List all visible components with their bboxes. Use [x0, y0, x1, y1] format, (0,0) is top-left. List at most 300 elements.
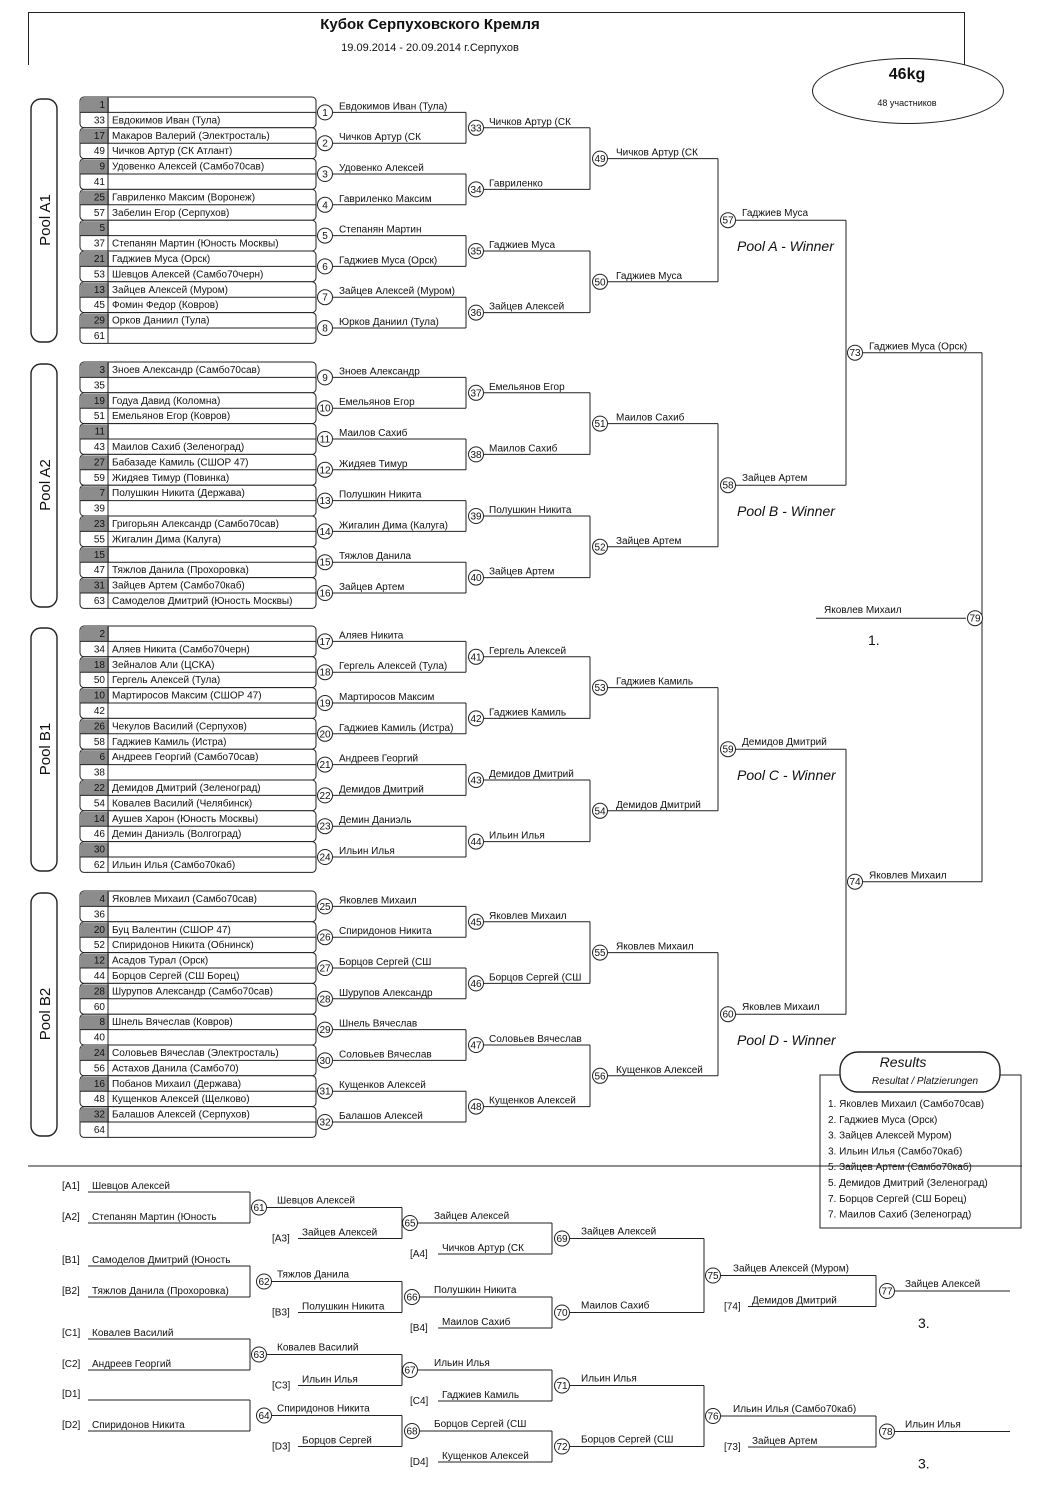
match-number: 66: [406, 1292, 418, 1304]
match-number: 70: [556, 1308, 568, 1319]
round2-winner: Гавриленко: [489, 178, 543, 190]
match-number: 68: [406, 1426, 418, 1438]
seed-number: 1: [99, 100, 105, 111]
match-number: 6: [322, 261, 328, 273]
match-number: 48: [470, 1102, 482, 1114]
competitor-name: Демидов Дмитрий (Зеленоград): [112, 783, 261, 794]
match-number: 4: [322, 200, 328, 212]
match-number: 62: [258, 1277, 270, 1288]
seed-number: 41: [93, 177, 105, 188]
seed-number: 10: [93, 690, 105, 702]
pool-winner-name: Демидов Дмитрий: [742, 737, 827, 749]
round3-winner: Гаджиев Камиль: [616, 676, 694, 688]
repechage-semifinal: Зайцев Алексей (Муром): [733, 1263, 849, 1275]
pool-winner-label: Pool D - Winner: [737, 1032, 836, 1049]
match-number: 44: [470, 837, 482, 849]
seed-number: 63: [93, 596, 105, 607]
repechage-entry: Ильин Илья: [302, 1374, 358, 1386]
match-number: 64: [258, 1411, 270, 1422]
match-number: 10: [319, 403, 331, 415]
match-number: 46: [470, 978, 482, 990]
round1-winner: Спиридонов Никита: [339, 926, 432, 938]
seed-number: 32: [93, 1109, 105, 1121]
pool-winner-name: Яковлев Михаил: [742, 1002, 820, 1014]
repechage-tag: [74]: [724, 1301, 741, 1313]
competitor-name: Аушев Харон (Юность Москвы): [112, 813, 259, 825]
match-number: 12: [319, 465, 331, 477]
match-number: 78: [881, 1427, 893, 1438]
match-number: 1: [322, 107, 328, 119]
match-number: 69: [556, 1234, 568, 1245]
round1-winner: Соловьев Вячеслав: [339, 1049, 432, 1061]
repechage-winner: Полушкин Никита: [434, 1285, 517, 1296]
round2-winner: Гаджиев Камиль: [489, 707, 567, 719]
match-number: 26: [319, 932, 331, 944]
competitor-name: Гергель Алексей (Тула): [112, 675, 221, 687]
match-number: 58: [722, 480, 734, 492]
round1-winner: Степанян Мартин: [339, 224, 422, 236]
seed-number: 62: [93, 860, 105, 871]
round1-winner: Гаджиев Камиль (Истра): [339, 722, 454, 734]
match-number: 57: [722, 215, 734, 227]
round2-winner: Маилов Сахиб: [489, 443, 558, 455]
pool-winner-label: Pool A - Winner: [737, 238, 834, 255]
competitor-name: Соловьев Вячеслав (Электросталь): [112, 1048, 279, 1059]
round2-winner: Ильин Илья: [489, 830, 545, 842]
round1-winner: Шнель Вячеслав: [339, 1018, 418, 1030]
competitor-name: Зайцев Алексей (Муром): [112, 284, 228, 296]
competitor-name: Шевцов Алексей (Самбо70черн): [112, 269, 264, 281]
pool-winner-name: Зайцев Артем: [742, 473, 808, 485]
round2-winner: Гергель Алексей: [489, 645, 567, 657]
competitor-name: Буц Валентин (СШОР 47): [112, 924, 231, 936]
round3-winner: Демидов Дмитрий: [616, 799, 701, 811]
competitor-name: Тяжлов Данила (Прохоровка): [112, 565, 249, 577]
seed-number: 30: [93, 844, 105, 856]
repechage-tag: [B2]: [62, 1286, 80, 1297]
seed-number: 64: [93, 1125, 105, 1136]
repechage-entry: Ковалев Василий: [92, 1328, 174, 1339]
round2-winner: Зайцев Артем: [489, 566, 555, 578]
repechage-winner: Спиридонов Никита: [277, 1403, 370, 1415]
result-item: 3. Ильин Илья (Самбо70каб): [828, 1146, 963, 1158]
match-number: 59: [722, 744, 734, 756]
competitor-name: Евдокимов Иван (Тула): [112, 115, 221, 127]
repechage-tag: [A3]: [272, 1233, 290, 1245]
match-number: 54: [594, 806, 606, 818]
repechage-entry: Спиридонов Никита: [92, 1420, 185, 1431]
competitor-name: Андреев Георгий (Самбо70сав): [112, 752, 259, 764]
match-number: 42: [470, 713, 482, 725]
competitor-name: Гавриленко Максим (Воронеж): [112, 192, 256, 204]
seed-number: 59: [93, 472, 105, 484]
round1-winner: Юрков Даниил (Тула): [339, 317, 439, 328]
seed-number: 25: [93, 192, 105, 204]
bronze-winner: Ильин Илья: [905, 1419, 961, 1431]
competitor-name: Борцов Сергей (СШ Борец): [112, 971, 240, 982]
match-number: 65: [404, 1218, 416, 1230]
seed-number: 4: [99, 894, 105, 905]
competitor-name: Жидяев Тимур (Повинка): [112, 472, 230, 484]
match-number: 19: [319, 698, 331, 710]
match-number: 56: [594, 1071, 606, 1083]
match-number: 21: [319, 760, 331, 772]
competitor-name: Макаров Валерий (Электросталь): [112, 130, 270, 142]
match-number: 24: [319, 852, 331, 864]
champion-name: Яковлев Михаил: [824, 605, 902, 617]
match-number: 2: [322, 138, 328, 150]
round1-winner: Яковлев Михаил: [339, 895, 417, 907]
match-number: 29: [319, 1025, 331, 1037]
result-item: 5. Зайцев Артем (Самбо70каб): [828, 1162, 972, 1174]
pool-label: Pool A2: [37, 459, 54, 511]
result-item: 2. Гаджиев Муса (Орск): [828, 1114, 938, 1126]
round1-winner: Емельянов Егор: [339, 397, 415, 409]
third-place-label: 3.: [918, 1315, 930, 1331]
competitor-name: Мартиросов Максим (СШОР 47): [112, 690, 262, 702]
competitor-name: Степанян Мартин (Юность Москвы): [112, 238, 279, 250]
seed-number: 42: [93, 706, 105, 717]
repechage-semifinal: Ильин Илья (Самбо70каб): [733, 1404, 857, 1415]
repechage-tag: [A2]: [62, 1212, 80, 1223]
pool-label: Pool A1: [37, 194, 54, 246]
round1-winner: Ильин Илья: [339, 846, 395, 857]
match-number: 35: [470, 246, 482, 258]
competitor-name: Полушкин Никита (Держава): [112, 488, 245, 500]
seed-number: 33: [93, 115, 105, 127]
round1-winner: Зайцев Артем: [339, 582, 405, 593]
result-item: 7. Борцов Сергей (СШ Борец): [828, 1193, 967, 1205]
result-item: 5. Демидов Дмитрий (Зеленоград): [828, 1178, 988, 1189]
seed-number: 11: [94, 426, 105, 438]
match-number: 40: [470, 573, 482, 585]
competitor-name: Ильин Илья (Самбо70каб): [112, 860, 236, 871]
seed-number: 45: [93, 300, 105, 312]
repechage-tag: [C2]: [62, 1359, 81, 1370]
competitor-name: Асадов Турал (Орск): [112, 955, 209, 967]
repechage-tag: [D4]: [410, 1457, 429, 1468]
round1-winner: Кущенков Алексей: [339, 1080, 426, 1092]
competitor-name: Кущенков Алексей (Щелково): [112, 1094, 250, 1106]
round3-winner: Гаджиев Муса: [616, 270, 683, 282]
page-title: Кубок Серпуховского Кремля: [320, 16, 540, 33]
seed-number: 56: [93, 1063, 105, 1075]
match-number: 23: [319, 821, 331, 833]
seed-number: 9: [99, 161, 105, 173]
round2-winner: Чичков Артур (СК: [489, 116, 571, 128]
match-number: 47: [470, 1040, 482, 1052]
pool-winner-name: Гаджиев Муса: [742, 208, 809, 220]
round1-winner: Шурупов Александр: [339, 987, 433, 999]
round3-winner: Зайцев Артем: [616, 535, 682, 547]
round3-winner: Чичков Артур (СК: [616, 147, 698, 159]
repechage-tag: [D3]: [272, 1441, 291, 1453]
match-number: 13: [319, 496, 331, 508]
pool-winner-label: Pool B - Winner: [737, 503, 835, 520]
match-number: 33: [470, 123, 482, 135]
round1-winner: Полушкин Никита: [339, 489, 422, 501]
match-number: 20: [319, 729, 331, 741]
match-number: 55: [594, 948, 606, 960]
match-number: 34: [470, 184, 482, 196]
repechage-entry: Гаджиев Камиль: [442, 1390, 520, 1401]
bronze-winner: Зайцев Алексей: [905, 1279, 981, 1290]
result-item: 7. Маилов Сахиб (Зеленоград): [828, 1209, 972, 1221]
semifinal-winner: Яковлев Михаил: [869, 870, 947, 882]
participant-count: 48 участников: [877, 98, 937, 108]
seed-number: 60: [93, 1001, 105, 1013]
seed-number: 52: [93, 940, 105, 952]
repechage-winner: Шевцов Алексей: [277, 1195, 356, 1207]
seed-number: 58: [93, 736, 105, 748]
repechage-entry: Полушкин Никита: [302, 1301, 385, 1313]
round1-winner: Демидов Дмитрий: [339, 784, 424, 796]
competitor-name: Чичков Артур (СК Атлант): [112, 146, 233, 158]
competitor-name: Побанов Михаил (Держава): [112, 1078, 242, 1090]
seed-number: 18: [93, 659, 105, 671]
match-number: 53: [594, 683, 606, 695]
repechage-winner: Ильин Илья: [581, 1373, 637, 1385]
repechage-tag: [A4]: [410, 1249, 428, 1260]
match-number: 8: [322, 323, 328, 335]
match-number: 60: [722, 1009, 734, 1021]
repechage-winner: Зайцев Алексей: [581, 1226, 657, 1238]
repechage-entry: Андреев Георгий: [92, 1359, 172, 1370]
repechage-tag: [C4]: [410, 1396, 429, 1407]
competitor-name: Спиридонов Никита (Обнинск): [112, 940, 254, 952]
seed-number: 48: [93, 1094, 105, 1106]
repechage-winner: Борцов Сергей (СШ: [581, 1434, 674, 1446]
seed-number: 2: [99, 629, 105, 640]
repechage-winner: Ковалев Василий: [277, 1342, 359, 1354]
seed-number: 20: [93, 924, 105, 936]
competitor-name: Маилов Сахиб (Зеленоград): [112, 442, 245, 453]
competitor-name: Григорьян Александр (Самбо70сав): [112, 519, 279, 530]
repechage-winner: Маилов Сахиб: [581, 1300, 650, 1312]
match-number: 15: [319, 557, 331, 569]
competitor-name: Аляев Никита (Самбо70черн): [112, 644, 250, 656]
competitor-name: Ковалев Василий (Челябинск): [112, 798, 253, 810]
seed-number: 31: [93, 580, 105, 592]
match-number: 17: [319, 636, 331, 648]
round1-winner: Демин Даниэль: [339, 815, 412, 827]
round3-winner: Яковлев Михаил: [616, 941, 694, 953]
match-number: 9: [322, 372, 328, 384]
match-number: 22: [319, 790, 331, 802]
round2-winner: Борцов Сергей (СШ: [489, 972, 582, 984]
repechage-winner: Борцов Сергей (СШ: [434, 1419, 527, 1430]
seed-number: 8: [99, 1017, 105, 1029]
match-number: 43: [470, 775, 482, 787]
seed-number: 17: [93, 130, 105, 142]
match-number: 11: [319, 434, 331, 446]
competitor-name: Яковлев Михаил (Самбо70сав): [112, 894, 258, 905]
repechage-winner: Тяжлов Данила: [277, 1269, 350, 1281]
round2-winner: Емельянов Егор: [489, 381, 565, 393]
match-number: 52: [594, 542, 606, 554]
match-number: 28: [319, 994, 331, 1006]
round2-winner: Зайцев Алексей: [489, 301, 565, 313]
competitor-name: Демин Даниэль (Волгоград): [112, 829, 242, 841]
repechage-entry: Маилов Сахиб: [442, 1317, 511, 1328]
weight-class: 46kg: [888, 66, 926, 83]
seed-number: 61: [93, 331, 105, 342]
round2-winner: Гаджиев Муса: [489, 240, 556, 251]
competitor-name: Астахов Данила (Самбо70): [112, 1063, 239, 1075]
repechage-tag: [D2]: [62, 1420, 81, 1431]
match-number: 71: [556, 1381, 568, 1392]
seed-number: 26: [93, 721, 105, 733]
match-number: 38: [470, 449, 482, 461]
round1-winner: Гергель Алексей (Тула): [339, 661, 448, 673]
seed-number: 49: [93, 146, 105, 158]
match-number: 37: [470, 388, 482, 400]
round1-winner: Жидяев Тимур: [339, 458, 408, 470]
seed-number: 28: [93, 986, 105, 998]
seed-number: 50: [93, 675, 105, 687]
repechage-tag: [D1]: [62, 1389, 81, 1400]
competitor-name: Орков Даниил (Тула): [112, 315, 210, 327]
round1-winner: Чичков Артур (СК: [339, 132, 421, 144]
round1-winner: Борцов Сергей (СШ: [339, 957, 432, 968]
seed-number: 14: [93, 813, 105, 825]
competitor-name: Зайцев Артем (Самбо70каб): [112, 580, 245, 592]
results-subtitle: Resultat / Platzierungen: [871, 1076, 979, 1087]
competitor-name: Фомин Федор (Ковров): [112, 300, 219, 312]
seed-number: 12: [93, 955, 105, 967]
match-number: 75: [707, 1271, 719, 1282]
result-item: 1. Яковлев Михаил (Самбо70сав): [828, 1099, 985, 1110]
seed-number: 35: [93, 380, 105, 392]
seed-number: 57: [93, 207, 105, 219]
round1-winner: Удовенко Алексей: [339, 163, 424, 174]
match-number: 50: [594, 277, 606, 289]
match-number: 49: [594, 154, 606, 166]
seed-number: 43: [93, 442, 105, 453]
seed-number: 34: [93, 644, 105, 656]
seed-number: 38: [93, 767, 105, 779]
competitor-name: Зноев Александр (Самбо70сав): [112, 365, 261, 376]
round2-winner: Яковлев Михаил: [489, 910, 567, 922]
seed-number: 54: [93, 798, 105, 810]
repechage-entry: Шевцов Алексей: [92, 1181, 171, 1192]
match-number: 45: [470, 917, 482, 929]
seed-number: 3: [99, 365, 105, 376]
round2-winner: Полушкин Никита: [489, 505, 572, 516]
repechage-entry: Демидов Дмитрий: [752, 1295, 837, 1307]
match-number: 7: [322, 292, 328, 304]
match-number: 73: [849, 348, 861, 360]
repechage-tag: [B3]: [272, 1307, 290, 1319]
seed-number: 24: [93, 1048, 105, 1059]
competitor-name: Забелин Егор (Серпухов): [112, 207, 230, 219]
repechage-tag: [A1]: [62, 1181, 80, 1192]
repechage-entry: Кущенков Алексей: [442, 1451, 529, 1462]
match-number: 77: [881, 1286, 893, 1298]
competitor-name: Зейналов Али (ЦСКА): [112, 659, 215, 671]
match-number: 76: [707, 1411, 719, 1423]
pool-winner-label: Pool C - Winner: [737, 767, 836, 784]
match-number: 51: [594, 419, 606, 431]
seed-number: 29: [93, 315, 105, 327]
competitor-name: Самоделов Дмитрий (Юность Москвы): [112, 596, 293, 607]
match-number: 63: [253, 1350, 265, 1361]
repechage-winner: Зайцев Алексей: [434, 1211, 510, 1222]
round1-winner: Маилов Сахиб: [339, 428, 408, 439]
competitor-name: Емельянов Егор (Ковров): [112, 411, 231, 423]
match-number: 72: [556, 1442, 568, 1453]
match-number: 25: [319, 901, 331, 913]
match-number: 39: [470, 511, 482, 523]
seed-number: 36: [93, 909, 105, 921]
match-number: 79: [969, 613, 981, 625]
match-number: 5: [322, 231, 328, 243]
competitor-name: Годуа Давид (Коломна): [112, 395, 221, 407]
competitor-name: Шурупов Александр (Самбо70сав): [112, 986, 273, 998]
round3-winner: Маилов Сахиб: [616, 412, 685, 424]
pool-label: Pool B1: [37, 722, 54, 776]
match-number: 67: [404, 1365, 416, 1377]
seed-number: 55: [93, 534, 105, 546]
match-number: 3: [322, 169, 328, 181]
seed-number: 53: [93, 269, 105, 281]
competitor-name: Гаджиев Камиль (Истра): [112, 736, 227, 748]
seed-number: 21: [93, 254, 105, 265]
repechage-tag: [B4]: [410, 1323, 428, 1334]
repechage-entry: Борцов Сергей: [302, 1435, 372, 1447]
repechage-tag: [C1]: [62, 1328, 81, 1339]
seed-number: 27: [93, 457, 105, 469]
round2-winner: Демидов Дмитрий: [489, 769, 574, 780]
match-number: 36: [470, 308, 482, 320]
seed-number: 13: [93, 284, 105, 296]
match-number: 18: [319, 667, 331, 679]
seed-number: 47: [93, 565, 105, 577]
match-number: 16: [319, 588, 331, 600]
repechage-entry: Степанян Мартин (Юность: [92, 1212, 217, 1223]
semifinal-winner: Гаджиев Муса (Орск): [869, 341, 968, 353]
match-number: 30: [319, 1055, 331, 1067]
round1-winner: Гавриленко Максим: [339, 193, 432, 205]
first-place-label: 1.: [868, 632, 880, 649]
third-place-label: 3.: [918, 1455, 930, 1472]
seed-number: 6: [99, 752, 105, 764]
round1-winner: Аляев Никита: [339, 630, 404, 642]
competitor-name: Чекулов Василий (Серпухов): [112, 721, 247, 733]
round2-winner: Кущенков Алексей: [489, 1095, 576, 1107]
seed-number: 5: [99, 223, 105, 235]
pool-label: Pool B2: [37, 987, 54, 1041]
round3-winner: Кущенков Алексей: [616, 1064, 703, 1076]
results-title: Results: [879, 1054, 927, 1070]
round1-winner: Евдокимов Иван (Тула): [339, 101, 448, 113]
round1-winner: Зноев Александр: [339, 366, 420, 378]
seed-number: 37: [93, 238, 105, 250]
round2-winner: Соловьев Вячеслав: [489, 1034, 582, 1045]
repechage-tag: [73]: [724, 1442, 741, 1453]
repechage-entry: Чичков Артур (СК: [442, 1243, 524, 1254]
round1-winner: Мартиросов Максим: [339, 692, 435, 703]
seed-number: 15: [93, 549, 105, 561]
match-number: 61: [253, 1203, 265, 1214]
competitor-name: Гаджиев Муса (Орск): [112, 254, 211, 265]
seed-number: 19: [93, 395, 105, 407]
result-item: 3. Зайцев Алексей Муром): [828, 1130, 952, 1142]
page-subtitle: 19.09.2014 - 20.09.2014 г.Серпухов: [341, 42, 519, 54]
competitor-name: Жигалин Дима (Калуга): [112, 534, 221, 546]
round1-winner: Тяжлов Данила: [339, 551, 412, 563]
round1-winner: Зайцев Алексей (Муром): [339, 286, 455, 298]
